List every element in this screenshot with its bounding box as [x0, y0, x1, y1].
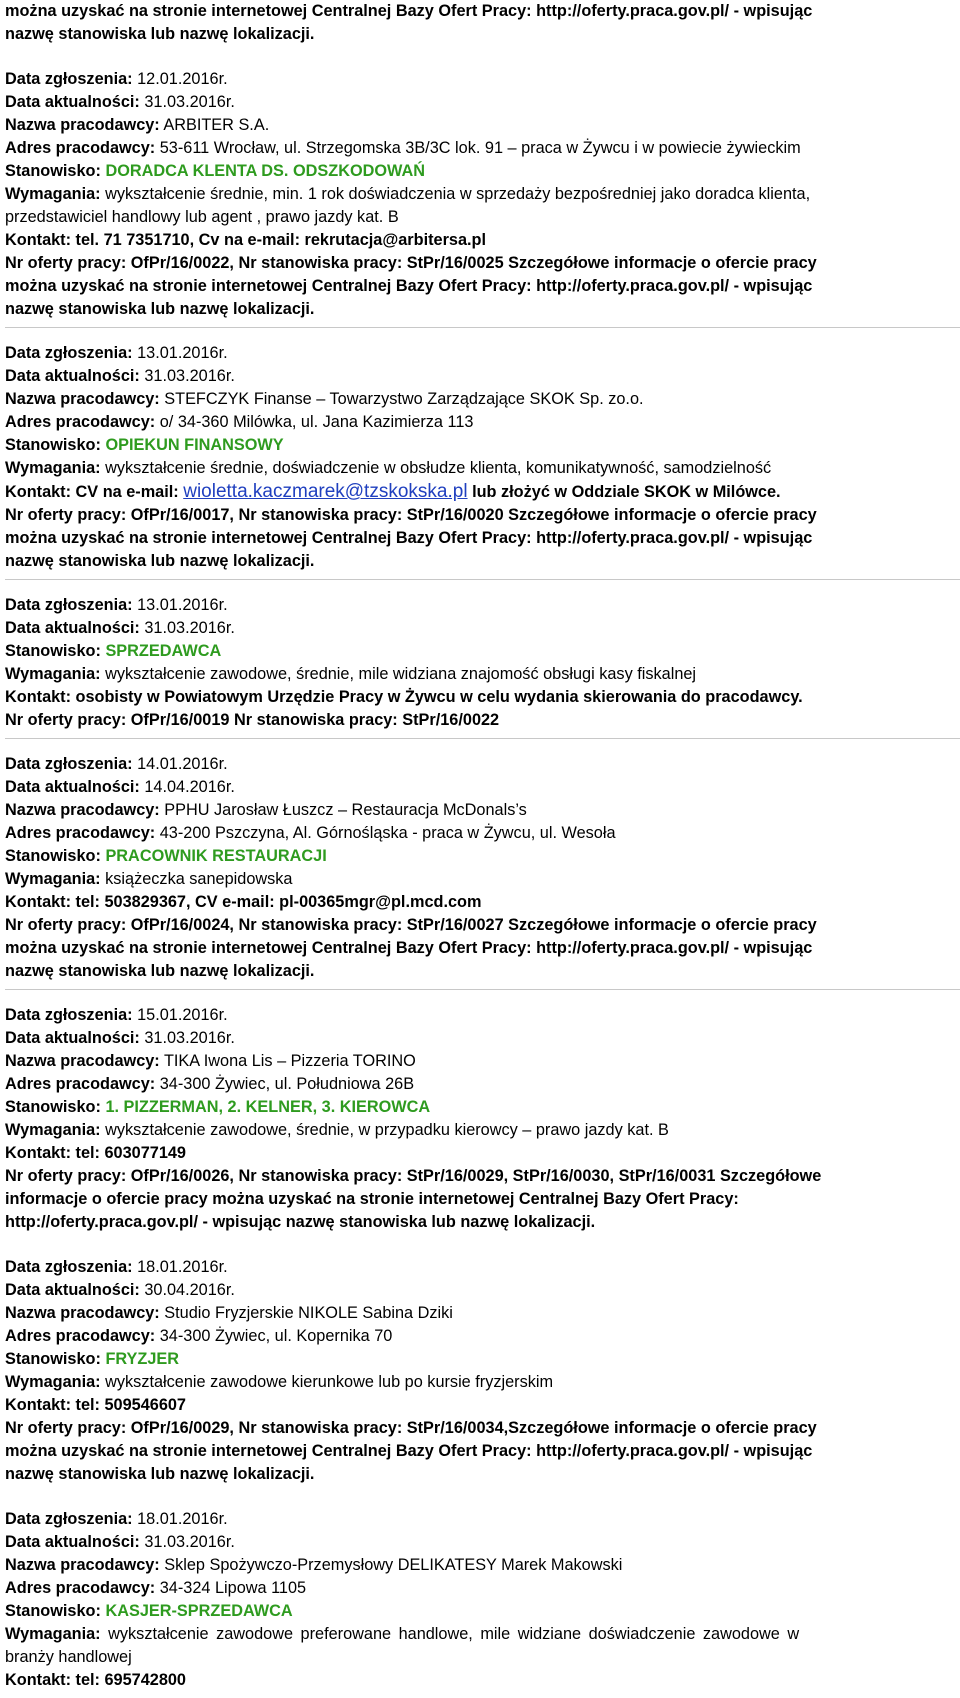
contact-email-link[interactable]: wioletta.kaczmarek@tzskokska.pl — [183, 481, 468, 502]
data-zgloszenia: 14.01.2016r. — [132, 755, 228, 773]
job-offer — [5, 68, 955, 321]
label-adres: Adres pracodawcy: — [5, 1327, 156, 1345]
offer-number-cont: można uzyskać na stronie internetowej Centralnej Bazy Ofert Pracy: http://oferty.praca.gov.pl/ - wpisując — [5, 939, 813, 957]
contact-label: Kontakt: CV na e-mail: — [5, 483, 184, 501]
offer-number: Nr oferty pracy: OfPr/16/0024, Nr stanowiska pracy: StPr/16/0027 Szczegółowe informacje o ofercie pracy — [5, 916, 817, 934]
employer-name: ARBITER S.A. — [159, 116, 270, 134]
offer-number: Nr oferty pracy: OfPr/16/0019 Nr stanowiska pracy: StPr/16/0022 — [5, 711, 500, 729]
label-nazwa: Nazwa pracodawcy: — [5, 116, 160, 134]
label-wymagania: Wymagania: — [5, 870, 101, 888]
contact: Kontakt: tel: 509546607 — [5, 1396, 186, 1414]
position-title: SPRZEDAWCA — [105, 642, 222, 660]
job-offer — [5, 753, 955, 983]
label-data-aktualnosci: Data aktualności: — [5, 367, 140, 385]
offer-number: Nr oferty pracy: OfPr/16/0017, Nr stanowiska pracy: StPr/16/0020 Szczegółowe informacje o ofercie pracy — [5, 506, 817, 524]
label-nazwa: Nazwa pracodawcy: — [5, 390, 160, 408]
data-zgloszenia: 13.01.2016r. — [132, 596, 228, 614]
offer-number: Nr oferty pracy: OfPr/16/0022, Nr stanowiska pracy: StPr/16/0025 Szczegółowe informacje o ofercie pracy — [5, 254, 817, 272]
position-title: DORADCA KLENTA DS. ODSZKODOWAŃ — [105, 162, 426, 180]
label-wymagania: Wymagania: — [5, 1625, 101, 1643]
contact: Kontakt: tel. 71 7351710, Cv na e-mail: rekrutacja@arbitersa.pl — [5, 231, 487, 249]
offer-number-cont: informacje o ofercie pracy można uzyskać na stronie internetowej Centralnej Bazy Ofert Pracy: — [5, 1190, 739, 1208]
job-offer — [5, 342, 955, 573]
data-aktualnosci: 31.03.2016r. — [139, 93, 235, 111]
job-offer — [5, 1256, 955, 1486]
label-data-zgloszenia: Data zgłoszenia: — [5, 70, 133, 88]
requirements-cont: przedstawiciel handlowy lub agent , prawo jazdy kat. B — [5, 208, 399, 226]
label-nazwa: Nazwa pracodawcy: — [5, 1304, 160, 1322]
label-data-aktualnosci: Data aktualności: — [5, 619, 140, 637]
requirements: wykształcenie zawodowe, średnie, mile widziana znajomość obsługi kasy fiskalnej — [100, 665, 697, 683]
label-data-zgloszenia: Data zgłoszenia: — [5, 344, 133, 362]
offer-number-cont: http://oferty.praca.gov.pl/ - wpisując nazwę stanowiska lub nazwę lokalizacji. — [5, 1213, 596, 1231]
contact: Kontakt: tel: 695742800 — [5, 1671, 186, 1689]
data-aktualnosci: 31.03.2016r. — [139, 367, 235, 385]
offer-number-cont: można uzyskać na stronie internetowej Centralnej Bazy Ofert Pracy: http://oferty.praca.gov.pl/ - wpisując — [5, 529, 813, 547]
data-aktualnosci: 31.03.2016r. — [139, 619, 235, 637]
requirements: wykształcenie średnie, doświadczenie w obsłudze klienta, komunikatywność, samodzielność — [100, 459, 772, 477]
label-nazwa: Nazwa pracodawcy: — [5, 801, 160, 819]
employer-address: 43-200 Pszczyna, Al. Górnośląska - praca w Żywcu, ul. Wesoła — [155, 824, 616, 842]
position-title: OPIEKUN FINANSOWY — [105, 436, 284, 454]
contact-note: lub złożyć w Oddziale SKOK w Milówce. — [467, 483, 781, 501]
offer-number-cont: można uzyskać na stronie internetowej Centralnej Bazy Ofert Pracy: http://oferty.praca.gov.pl/ - wpisując — [5, 277, 813, 295]
employer-address: o/ 34-360 Milówka, ul. Jana Kazimierza 113 — [155, 413, 474, 431]
position-title: 1. PIZZERMAN, 2. KELNER, 3. KIEROWCA — [105, 1098, 431, 1116]
label-data-aktualnosci: Data aktualności: — [5, 1533, 140, 1551]
offer-number-cont: można uzyskać na stronie internetowej Centralnej Bazy Ofert Pracy: http://oferty.praca.gov.pl/ - wpisując — [5, 1442, 813, 1460]
employer-address: 34-300 Żywiec, ul. Kopernika 70 — [155, 1327, 393, 1345]
label-data-zgloszenia: Data zgłoszenia: — [5, 1006, 133, 1024]
requirements: wykształcenie zawodowe preferowane handlowe, mile widziane doświadczenie zawodowe w — [100, 1625, 800, 1643]
label-stanowisko: Stanowisko: — [5, 1602, 101, 1620]
data-zgloszenia: 18.01.2016r. — [132, 1258, 228, 1276]
data-zgloszenia: 13.01.2016r. — [132, 344, 228, 362]
data-zgloszenia: 12.01.2016r. — [132, 70, 228, 88]
data-aktualnosci: 14.04.2016r. — [139, 778, 235, 796]
label-adres: Adres pracodawcy: — [5, 139, 156, 157]
label-wymagania: Wymagania: — [5, 185, 101, 203]
contact: Kontakt: osobisty w Powiatowym Urzędzie Pracy w Żywcu w celu wydania skierowania do pracodawcy. — [5, 688, 803, 706]
position-title: FRYZJER — [105, 1350, 180, 1368]
label-nazwa: Nazwa pracodawcy: — [5, 1052, 160, 1070]
offer-number: Nr oferty pracy: OfPr/16/0026, Nr stanowiska pracy: StPr/16/0029, StPr/16/0030, StPr/16/0031 Szczegółowe — [5, 1167, 822, 1185]
position-title: PRACOWNIK RESTAURACJI — [105, 847, 327, 865]
label-nazwa: Nazwa pracodawcy: — [5, 1556, 160, 1574]
offer-number-cont: nazwę stanowiska lub nazwę lokalizacji. — [5, 962, 315, 980]
label-adres: Adres pracodawcy: — [5, 1075, 156, 1093]
data-zgloszenia: 15.01.2016r. — [132, 1006, 228, 1024]
employer-name: PPHU Jarosław Łuszcz – Restauracja McDonals’s — [159, 801, 527, 819]
contact: Kontakt: tel: 503829367, CV e-mail: pl-00365mgr@pl.mcd.com — [5, 893, 482, 911]
requirements: wykształcenie zawodowe kierunkowe lub po kursie fryzjerskim — [100, 1373, 554, 1391]
label-wymagania: Wymagania: — [5, 1121, 101, 1139]
requirements: książeczka sanepidowska — [100, 870, 293, 888]
label-data-zgloszenia: Data zgłoszenia: — [5, 755, 133, 773]
offer-number-cont: nazwę stanowiska lub nazwę lokalizacji. — [5, 1465, 315, 1483]
label-data-zgloszenia: Data zgłoszenia: — [5, 1258, 133, 1276]
offer-number-cont: nazwę stanowiska lub nazwę lokalizacji. — [5, 300, 315, 318]
document-page — [5, 0, 955, 1692]
employer-address: 53-611 Wrocław, ul. Strzegomska 3B/3C lok. 91 – praca w Żywcu i w powiecie żywieckim — [155, 139, 801, 157]
requirements-cont: branży handlowej — [5, 1648, 132, 1666]
job-offer — [5, 1004, 955, 1234]
label-data-aktualnosci: Data aktualności: — [5, 778, 140, 796]
label-adres: Adres pracodawcy: — [5, 824, 156, 842]
employer-address: 34-324 Lipowa 1105 — [155, 1579, 307, 1597]
label-data-aktualnosci: Data aktualności: — [5, 1029, 140, 1047]
offer-number-cont: nazwę stanowiska lub nazwę lokalizacji. — [5, 552, 315, 570]
label-wymagania: Wymagania: — [5, 1373, 101, 1391]
label-stanowisko: Stanowisko: — [5, 436, 101, 454]
label-wymagania: Wymagania: — [5, 459, 101, 477]
employer-name: TIKA Iwona Lis – Pizzeria TORINO — [159, 1052, 416, 1070]
label-stanowisko: Stanowisko: — [5, 1350, 101, 1368]
intro-line: nazwę stanowiska lub nazwę lokalizacji. — [5, 25, 315, 43]
intro-line: można uzyskać na stronie internetowej Centralnej Bazy Ofert Pracy: http://oferty.praca.gov.pl/ - wpisując — [5, 2, 813, 20]
label-data-zgloszenia: Data zgłoszenia: — [5, 596, 133, 614]
label-data-zgloszenia: Data zgłoszenia: — [5, 1510, 133, 1528]
label-wymagania: Wymagania: — [5, 665, 101, 683]
employer-address: 34-300 Żywiec, ul. Południowa 26B — [155, 1075, 415, 1093]
label-data-aktualnosci: Data aktualności: — [5, 93, 140, 111]
requirements: wykształcenie zawodowe, średnie, w przypadku kierowcy – prawo jazdy kat. B — [100, 1121, 669, 1139]
requirements: wykształcenie średnie, min. 1 rok doświadczenia w sprzedaży bezpośredniej jako doradca klienta, — [100, 185, 811, 203]
data-aktualnosci: 31.03.2016r. — [139, 1533, 235, 1551]
offer-number: Nr oferty pracy: OfPr/16/0029, Nr stanowiska pracy: StPr/16/0034,Szczegółowe informacje o ofercie pracy — [5, 1419, 817, 1437]
data-zgloszenia: 18.01.2016r. — [132, 1510, 228, 1528]
job-offer — [5, 1508, 955, 1692]
data-aktualnosci: 30.04.2016r. — [139, 1281, 235, 1299]
contact: Kontakt: tel: 603077149 — [5, 1144, 186, 1162]
data-aktualnosci: 31.03.2016r. — [139, 1029, 235, 1047]
label-adres: Adres pracodawcy: — [5, 413, 156, 431]
position-title: KASJER-SPRZEDAWCA — [105, 1602, 293, 1620]
employer-name: STEFCZYK Finanse – Towarzystwo Zarządzające SKOK Sp. zo.o. — [159, 390, 644, 408]
label-data-aktualnosci: Data aktualności: — [5, 1281, 140, 1299]
label-stanowisko: Stanowisko: — [5, 642, 101, 660]
employer-name: Studio Fryzjerskie NIKOLE Sabina Dziki — [159, 1304, 453, 1322]
label-stanowisko: Stanowisko: — [5, 847, 101, 865]
label-adres: Adres pracodawcy: — [5, 1579, 156, 1597]
label-stanowisko: Stanowisko: — [5, 162, 101, 180]
employer-name: Sklep Spożywczo-Przemysłowy DELIKATESY Marek Makowski — [159, 1556, 623, 1574]
job-offer — [5, 594, 955, 732]
label-stanowisko: Stanowisko: — [5, 1098, 101, 1116]
